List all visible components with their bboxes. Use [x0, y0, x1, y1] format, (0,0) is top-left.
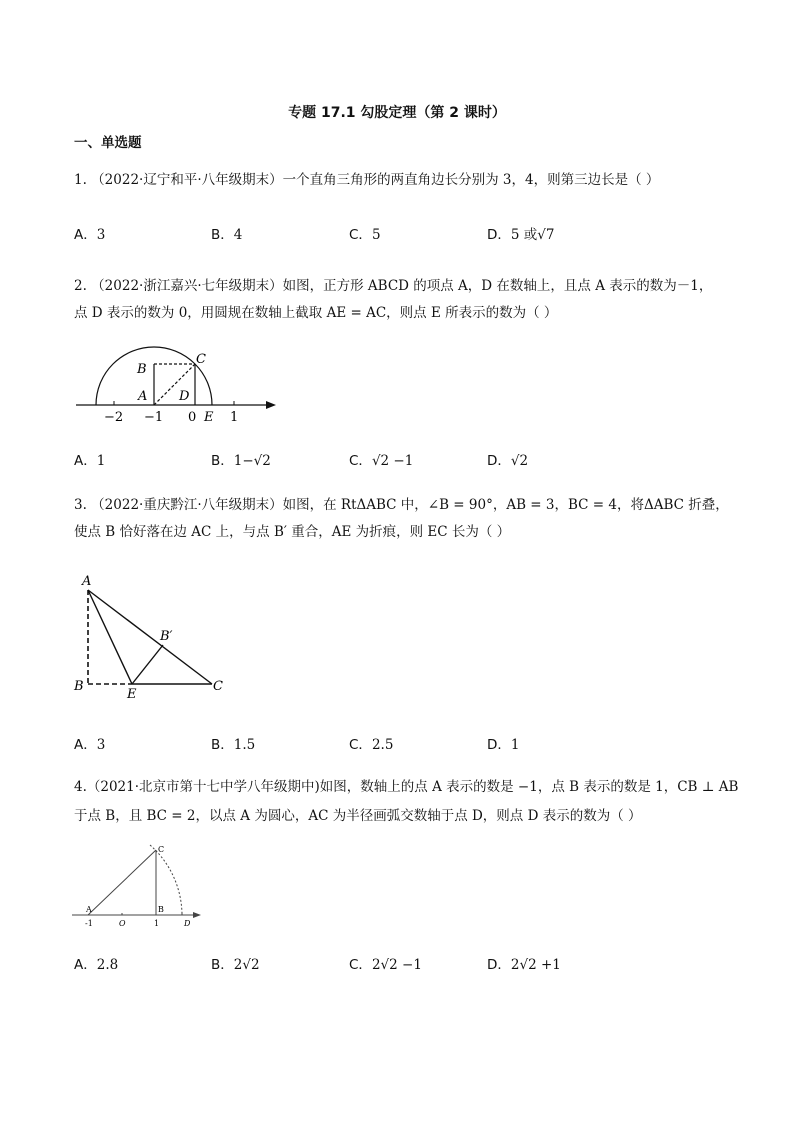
page-title: 专题 17.1 勾股定理（第 2 课时）	[288, 105, 506, 121]
q2-label-c: C	[196, 352, 206, 367]
q4-option-c[interactable]: C．2√2 −1	[349, 957, 422, 973]
q2-option-d[interactable]: D．√2	[487, 453, 529, 469]
q3-text-line2: 使点 B 恰好落在边 AC 上，与点 B′ 重合，AE 为折痕，则 EC 长为（ ）	[74, 524, 511, 540]
q3-label-bprime: B′	[160, 629, 173, 644]
q4-figure	[70, 842, 210, 934]
q3-label-a: A	[82, 574, 92, 589]
section-heading: 一、单选题	[74, 135, 142, 151]
q4-option-a[interactable]: A．2.8	[74, 957, 119, 973]
q4-text-line2: 于点 B，且 BC = 2，以点 A 为圆心，AC 为半径画弧交数轴于点 D，则点 D 表示的数为（ ）	[74, 808, 642, 824]
q2-text-line1: 2. （2022·浙江嘉兴·七年级期末）如图，正方形 ABCD 的项点 A，D 在数轴上，且点 A 表示的数为－1，	[74, 278, 713, 294]
q4-label-o: O	[119, 919, 126, 928]
q3-label-b: B	[74, 679, 84, 694]
q1-option-c[interactable]: C．5	[349, 227, 381, 243]
q4-tick-1: 1	[154, 919, 160, 928]
q3-option-d[interactable]: D．1	[487, 737, 520, 753]
q2-text-line2: 点 D 表示的数为 0，用圆规在数轴上截取 AE = AC，则点 E 所表示的数为（ ）	[74, 305, 558, 321]
q4-tick-minus1: -1	[85, 919, 93, 928]
q2-option-c[interactable]: C．√2 −1	[349, 453, 414, 469]
q4-label-c: C	[158, 845, 165, 854]
q3-text-line1: 3. （2022·重庆黔江·八年级期末）如图，在 RtΔABC 中，∠B = 90°，AB = 3，BC = 4，将ΔABC 折叠，	[74, 497, 729, 513]
q3-figure	[70, 570, 240, 700]
q2-tick-minus2: −2	[104, 410, 124, 425]
q2-option-a[interactable]: A．1	[74, 453, 106, 469]
q1-option-a[interactable]: A．3	[74, 227, 106, 243]
q2-label-e: E	[204, 410, 214, 425]
q3-label-c: C	[213, 679, 223, 694]
q3-option-a[interactable]: A．3	[74, 737, 106, 753]
q2-tick-minus1: −1	[144, 410, 164, 425]
q1-text: 1. （2022·辽宁和平·八年级期末）一个直角三角形的两直角边长分别为 3，4，则第三边长是（ ）	[74, 172, 660, 188]
q4-text-line1: 4.（2021·北京市第十七中学八年级期中)如图，数轴上的点 A 表示的数是 −1，点 B 表示的数是 1，CB ⊥ AB	[74, 779, 739, 795]
q4-label-b: B	[158, 905, 164, 914]
q2-tick-0: 0	[188, 410, 197, 425]
q4-option-b[interactable]: B．2√2	[211, 957, 260, 973]
q4-label-d: D	[184, 919, 191, 928]
q1-option-d[interactable]: D．5 或√7	[487, 227, 555, 243]
q2-option-b[interactable]: B．1−√2	[211, 453, 271, 469]
q2-label-b: B	[137, 362, 147, 377]
q1-option-b[interactable]: B．4	[211, 227, 243, 243]
q2-label-a: A	[138, 389, 148, 404]
q2-label-d: D	[179, 389, 190, 404]
q2-figure	[70, 345, 280, 425]
q3-option-c[interactable]: C．2.5	[349, 737, 394, 753]
q2-tick-1: 1	[230, 410, 239, 425]
q4-option-d[interactable]: D．2√2 +1	[487, 957, 561, 973]
q3-option-b[interactable]: B．1.5	[211, 737, 256, 753]
q4-label-a: A	[86, 905, 92, 914]
q3-label-e: E	[127, 687, 137, 700]
